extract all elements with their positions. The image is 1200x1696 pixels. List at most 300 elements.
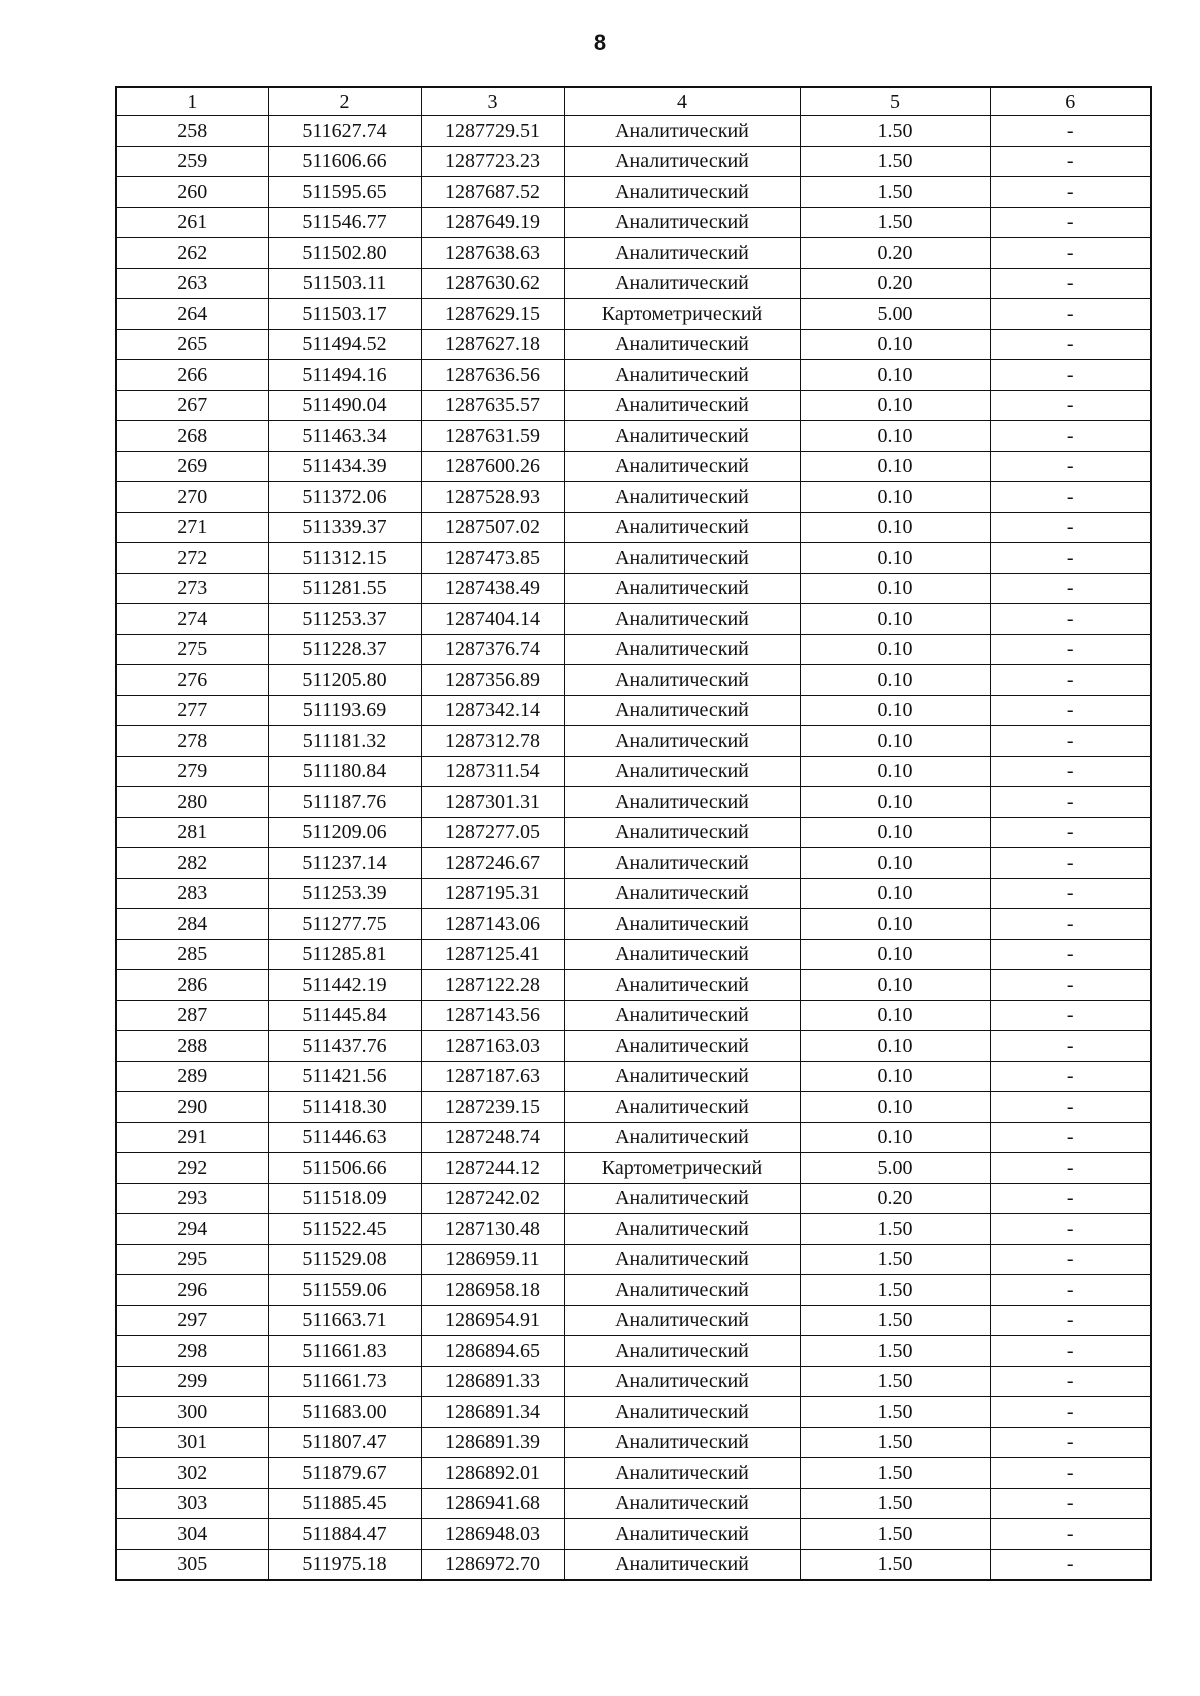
- y-coordinate-cell: 1286972.70: [421, 1549, 564, 1580]
- table-row: [116, 1427, 1151, 1458]
- x-coordinate-cell: 511228.37: [268, 634, 421, 665]
- x-coordinate-cell: 511421.56: [268, 1061, 421, 1092]
- accuracy-cell: 0.10: [800, 909, 990, 940]
- x-coordinate-cell: 511606.66: [268, 146, 421, 177]
- y-coordinate-cell: 1287163.03: [421, 1031, 564, 1062]
- point-number-cell: 265: [116, 329, 268, 360]
- method-cell: Аналитический: [564, 421, 800, 452]
- method-cell: Аналитический: [564, 146, 800, 177]
- note-cell: -: [990, 848, 1151, 879]
- accuracy-cell: 1.50: [800, 1366, 990, 1397]
- x-coordinate-cell: 511277.75: [268, 909, 421, 940]
- x-coordinate-cell: 511661.73: [268, 1366, 421, 1397]
- method-cell: Аналитический: [564, 390, 800, 421]
- y-coordinate-cell: 1287244.12: [421, 1153, 564, 1184]
- point-number-cell: 278: [116, 726, 268, 757]
- point-number-cell: 258: [116, 116, 268, 147]
- y-coordinate-cell: 1287246.67: [421, 848, 564, 879]
- note-cell: -: [990, 695, 1151, 726]
- table-row: [116, 1366, 1151, 1397]
- table-row: [116, 817, 1151, 848]
- accuracy-cell: 0.10: [800, 665, 990, 696]
- y-coordinate-cell: 1287195.31: [421, 878, 564, 909]
- page-number: 8: [593, 30, 607, 55]
- accuracy-cell: 1.50: [800, 116, 990, 147]
- accuracy-cell: 0.10: [800, 1000, 990, 1031]
- x-coordinate-cell: 511490.04: [268, 390, 421, 421]
- method-cell: Аналитический: [564, 1122, 800, 1153]
- table-row: [116, 543, 1151, 574]
- x-coordinate-cell: 511529.08: [268, 1244, 421, 1275]
- table-row: [116, 299, 1151, 330]
- column-header: 1: [116, 87, 268, 116]
- table-row: [116, 238, 1151, 269]
- accuracy-cell: 1.50: [800, 1488, 990, 1519]
- note-cell: -: [990, 573, 1151, 604]
- note-cell: -: [990, 1519, 1151, 1550]
- note-cell: -: [990, 939, 1151, 970]
- y-coordinate-cell: 1287649.19: [421, 207, 564, 238]
- point-number-cell: 259: [116, 146, 268, 177]
- note-cell: -: [990, 970, 1151, 1001]
- x-coordinate-cell: 511372.06: [268, 482, 421, 513]
- y-coordinate-cell: 1287438.49: [421, 573, 564, 604]
- method-cell: Аналитический: [564, 1305, 800, 1336]
- table-row: [116, 268, 1151, 299]
- y-coordinate-cell: 1287600.26: [421, 451, 564, 482]
- point-number-cell: 291: [116, 1122, 268, 1153]
- method-cell: Аналитический: [564, 1275, 800, 1306]
- point-number-cell: 292: [116, 1153, 268, 1184]
- y-coordinate-cell: 1286892.01: [421, 1458, 564, 1489]
- y-coordinate-cell: 1287356.89: [421, 665, 564, 696]
- x-coordinate-cell: 511663.71: [268, 1305, 421, 1336]
- accuracy-cell: 0.10: [800, 573, 990, 604]
- note-cell: -: [990, 1397, 1151, 1428]
- table-row: [116, 756, 1151, 787]
- x-coordinate-cell: 511661.83: [268, 1336, 421, 1367]
- y-coordinate-cell: 1286958.18: [421, 1275, 564, 1306]
- accuracy-cell: 1.50: [800, 1305, 990, 1336]
- table-row: [116, 116, 1151, 147]
- table-row: [116, 1122, 1151, 1153]
- method-cell: Аналитический: [564, 482, 800, 513]
- accuracy-cell: 0.10: [800, 1061, 990, 1092]
- method-cell: Картометрический: [564, 1153, 800, 1184]
- table-header: [116, 87, 1151, 116]
- y-coordinate-cell: 1287311.54: [421, 756, 564, 787]
- note-cell: -: [990, 116, 1151, 147]
- table-row: [116, 1549, 1151, 1580]
- x-coordinate-cell: 511281.55: [268, 573, 421, 604]
- x-coordinate-cell: 511446.63: [268, 1122, 421, 1153]
- y-coordinate-cell: 1286891.33: [421, 1366, 564, 1397]
- note-cell: -: [990, 1275, 1151, 1306]
- y-coordinate-cell: 1287630.62: [421, 268, 564, 299]
- column-header: 2: [268, 87, 421, 116]
- note-cell: -: [990, 1092, 1151, 1123]
- x-coordinate-cell: 511209.06: [268, 817, 421, 848]
- accuracy-cell: 0.10: [800, 604, 990, 635]
- table-row: [116, 695, 1151, 726]
- x-coordinate-cell: 511494.52: [268, 329, 421, 360]
- note-cell: -: [990, 1336, 1151, 1367]
- note-cell: -: [990, 543, 1151, 574]
- y-coordinate-cell: 1287143.06: [421, 909, 564, 940]
- note-cell: -: [990, 1183, 1151, 1214]
- point-number-cell: 294: [116, 1214, 268, 1245]
- note-cell: -: [990, 787, 1151, 818]
- x-coordinate-cell: 511442.19: [268, 970, 421, 1001]
- point-number-cell: 283: [116, 878, 268, 909]
- method-cell: Аналитический: [564, 787, 800, 818]
- note-cell: -: [990, 1244, 1151, 1275]
- method-cell: Аналитический: [564, 1000, 800, 1031]
- note-cell: -: [990, 146, 1151, 177]
- note-cell: -: [990, 1458, 1151, 1489]
- method-cell: Аналитический: [564, 1458, 800, 1489]
- accuracy-cell: 0.10: [800, 360, 990, 391]
- column-header: 3: [421, 87, 564, 116]
- y-coordinate-cell: 1287312.78: [421, 726, 564, 757]
- method-cell: Картометрический: [564, 299, 800, 330]
- accuracy-cell: 1.50: [800, 1519, 990, 1550]
- accuracy-cell: 0.20: [800, 238, 990, 269]
- y-coordinate-cell: 1286948.03: [421, 1519, 564, 1550]
- y-coordinate-cell: 1286959.11: [421, 1244, 564, 1275]
- note-cell: -: [990, 1366, 1151, 1397]
- note-cell: -: [990, 665, 1151, 696]
- method-cell: Аналитический: [564, 665, 800, 696]
- table-row: [116, 787, 1151, 818]
- accuracy-cell: 0.10: [800, 543, 990, 574]
- y-coordinate-cell: 1287507.02: [421, 512, 564, 543]
- point-number-cell: 287: [116, 1000, 268, 1031]
- point-number-cell: 293: [116, 1183, 268, 1214]
- accuracy-cell: 1.50: [800, 1427, 990, 1458]
- note-cell: -: [990, 726, 1151, 757]
- note-cell: -: [990, 1061, 1151, 1092]
- point-number-cell: 262: [116, 238, 268, 269]
- x-coordinate-cell: 511437.76: [268, 1031, 421, 1062]
- point-number-cell: 277: [116, 695, 268, 726]
- x-coordinate-cell: 511253.37: [268, 604, 421, 635]
- point-number-cell: 289: [116, 1061, 268, 1092]
- point-number-cell: 271: [116, 512, 268, 543]
- y-coordinate-cell: 1286954.91: [421, 1305, 564, 1336]
- table-row: [116, 1000, 1151, 1031]
- accuracy-cell: 5.00: [800, 1153, 990, 1184]
- method-cell: Аналитический: [564, 177, 800, 208]
- method-cell: Аналитический: [564, 1549, 800, 1580]
- method-cell: Аналитический: [564, 360, 800, 391]
- note-cell: -: [990, 756, 1151, 787]
- method-cell: Аналитический: [564, 1061, 800, 1092]
- accuracy-cell: 0.10: [800, 878, 990, 909]
- accuracy-cell: 0.10: [800, 817, 990, 848]
- note-cell: -: [990, 329, 1151, 360]
- x-coordinate-cell: 511627.74: [268, 116, 421, 147]
- table-row: [116, 390, 1151, 421]
- table-row: [116, 939, 1151, 970]
- method-cell: Аналитический: [564, 1336, 800, 1367]
- method-cell: Аналитический: [564, 116, 800, 147]
- x-coordinate-cell: 511506.66: [268, 1153, 421, 1184]
- y-coordinate-cell: 1287627.18: [421, 329, 564, 360]
- point-number-cell: 298: [116, 1336, 268, 1367]
- table-row: [116, 665, 1151, 696]
- coordinates-table: [115, 86, 1152, 1581]
- point-number-cell: 267: [116, 390, 268, 421]
- method-cell: Аналитический: [564, 970, 800, 1001]
- point-number-cell: 301: [116, 1427, 268, 1458]
- point-number-cell: 302: [116, 1458, 268, 1489]
- accuracy-cell: 0.10: [800, 329, 990, 360]
- table-row: [116, 512, 1151, 543]
- point-number-cell: 272: [116, 543, 268, 574]
- table-row: [116, 1031, 1151, 1062]
- point-number-cell: 279: [116, 756, 268, 787]
- table-row: [116, 1336, 1151, 1367]
- point-number-cell: 284: [116, 909, 268, 940]
- accuracy-cell: 0.10: [800, 756, 990, 787]
- y-coordinate-cell: 1287631.59: [421, 421, 564, 452]
- note-cell: -: [990, 1153, 1151, 1184]
- accuracy-cell: 0.10: [800, 695, 990, 726]
- table-row: [116, 1458, 1151, 1489]
- x-coordinate-cell: 511502.80: [268, 238, 421, 269]
- note-cell: -: [990, 1427, 1151, 1458]
- x-coordinate-cell: 511180.84: [268, 756, 421, 787]
- x-coordinate-cell: 511181.32: [268, 726, 421, 757]
- table-row: [116, 329, 1151, 360]
- table-row: [116, 604, 1151, 635]
- accuracy-cell: 1.50: [800, 1336, 990, 1367]
- method-cell: Аналитический: [564, 756, 800, 787]
- point-number-cell: 264: [116, 299, 268, 330]
- y-coordinate-cell: 1287473.85: [421, 543, 564, 574]
- accuracy-cell: 1.50: [800, 146, 990, 177]
- table-row: [116, 146, 1151, 177]
- method-cell: Аналитический: [564, 268, 800, 299]
- y-coordinate-cell: 1287301.31: [421, 787, 564, 818]
- method-cell: Аналитический: [564, 726, 800, 757]
- note-cell: -: [990, 268, 1151, 299]
- table-row: [116, 1183, 1151, 1214]
- note-cell: -: [990, 909, 1151, 940]
- table-row: [116, 1397, 1151, 1428]
- table-row: [116, 1305, 1151, 1336]
- note-cell: -: [990, 1549, 1151, 1580]
- x-coordinate-cell: 511885.45: [268, 1488, 421, 1519]
- accuracy-cell: 0.10: [800, 726, 990, 757]
- table-row: [116, 909, 1151, 940]
- x-coordinate-cell: 511879.67: [268, 1458, 421, 1489]
- note-cell: -: [990, 390, 1151, 421]
- column-header: 5: [800, 87, 990, 116]
- y-coordinate-cell: 1287635.57: [421, 390, 564, 421]
- x-coordinate-cell: 511418.30: [268, 1092, 421, 1123]
- x-coordinate-cell: 511503.11: [268, 268, 421, 299]
- table-body: [116, 116, 1151, 1581]
- point-number-cell: 274: [116, 604, 268, 635]
- y-coordinate-cell: 1287143.56: [421, 1000, 564, 1031]
- table-row: [116, 634, 1151, 665]
- point-number-cell: 273: [116, 573, 268, 604]
- y-coordinate-cell: 1286941.68: [421, 1488, 564, 1519]
- note-cell: -: [990, 1031, 1151, 1062]
- note-cell: -: [990, 817, 1151, 848]
- x-coordinate-cell: 511559.06: [268, 1275, 421, 1306]
- table-row: [116, 360, 1151, 391]
- method-cell: Аналитический: [564, 909, 800, 940]
- x-coordinate-cell: 511975.18: [268, 1549, 421, 1580]
- y-coordinate-cell: 1286891.34: [421, 1397, 564, 1428]
- table-row: [116, 878, 1151, 909]
- table-row: [116, 451, 1151, 482]
- accuracy-cell: 0.10: [800, 482, 990, 513]
- accuracy-cell: 1.50: [800, 1549, 990, 1580]
- point-number-cell: 282: [116, 848, 268, 879]
- accuracy-cell: 0.10: [800, 512, 990, 543]
- column-header: 6: [990, 87, 1151, 116]
- y-coordinate-cell: 1287376.74: [421, 634, 564, 665]
- point-number-cell: 268: [116, 421, 268, 452]
- x-coordinate-cell: 511445.84: [268, 1000, 421, 1031]
- y-coordinate-cell: 1287242.02: [421, 1183, 564, 1214]
- y-coordinate-cell: 1287636.56: [421, 360, 564, 391]
- x-coordinate-cell: 511884.47: [268, 1519, 421, 1550]
- method-cell: Аналитический: [564, 512, 800, 543]
- y-coordinate-cell: 1287528.93: [421, 482, 564, 513]
- table-row: [116, 421, 1151, 452]
- y-coordinate-cell: 1287277.05: [421, 817, 564, 848]
- point-number-cell: 275: [116, 634, 268, 665]
- table-row: [116, 177, 1151, 208]
- point-number-cell: 280: [116, 787, 268, 818]
- method-cell: Аналитический: [564, 573, 800, 604]
- point-number-cell: 276: [116, 665, 268, 696]
- table-row: [116, 1244, 1151, 1275]
- accuracy-cell: 0.10: [800, 390, 990, 421]
- method-cell: Аналитический: [564, 1092, 800, 1123]
- accuracy-cell: 0.10: [800, 634, 990, 665]
- table-row: [116, 482, 1151, 513]
- method-cell: Аналитический: [564, 604, 800, 635]
- note-cell: -: [990, 512, 1151, 543]
- x-coordinate-cell: 511237.14: [268, 848, 421, 879]
- table-row: [116, 848, 1151, 879]
- y-coordinate-cell: 1287723.23: [421, 146, 564, 177]
- accuracy-cell: 0.10: [800, 848, 990, 879]
- note-cell: -: [990, 1488, 1151, 1519]
- method-cell: Аналитический: [564, 939, 800, 970]
- table-row: [116, 573, 1151, 604]
- y-coordinate-cell: 1287187.63: [421, 1061, 564, 1092]
- table-row: [116, 1092, 1151, 1123]
- method-cell: Аналитический: [564, 878, 800, 909]
- point-number-cell: 286: [116, 970, 268, 1001]
- accuracy-cell: 1.50: [800, 207, 990, 238]
- note-cell: -: [990, 482, 1151, 513]
- accuracy-cell: 0.10: [800, 421, 990, 452]
- y-coordinate-cell: 1287125.41: [421, 939, 564, 970]
- note-cell: -: [990, 634, 1151, 665]
- header-row: [116, 87, 1151, 116]
- method-cell: Аналитический: [564, 695, 800, 726]
- method-cell: Аналитический: [564, 543, 800, 574]
- method-cell: Аналитический: [564, 1397, 800, 1428]
- note-cell: -: [990, 451, 1151, 482]
- method-cell: Аналитический: [564, 238, 800, 269]
- y-coordinate-cell: 1287248.74: [421, 1122, 564, 1153]
- x-coordinate-cell: 511193.69: [268, 695, 421, 726]
- accuracy-cell: 0.10: [800, 1031, 990, 1062]
- table-row: [116, 207, 1151, 238]
- note-cell: -: [990, 1000, 1151, 1031]
- y-coordinate-cell: 1287239.15: [421, 1092, 564, 1123]
- point-number-cell: 297: [116, 1305, 268, 1336]
- note-cell: -: [990, 878, 1151, 909]
- point-number-cell: 266: [116, 360, 268, 391]
- point-number-cell: 295: [116, 1244, 268, 1275]
- point-number-cell: 303: [116, 1488, 268, 1519]
- table-row: [116, 1488, 1151, 1519]
- point-number-cell: 263: [116, 268, 268, 299]
- accuracy-cell: 0.10: [800, 451, 990, 482]
- note-cell: -: [990, 177, 1151, 208]
- method-cell: Аналитический: [564, 1519, 800, 1550]
- x-coordinate-cell: 511285.81: [268, 939, 421, 970]
- y-coordinate-cell: 1287342.14: [421, 695, 564, 726]
- x-coordinate-cell: 511807.47: [268, 1427, 421, 1458]
- point-number-cell: 260: [116, 177, 268, 208]
- note-cell: -: [990, 360, 1151, 391]
- x-coordinate-cell: 511503.17: [268, 299, 421, 330]
- note-cell: -: [990, 299, 1151, 330]
- table-row: [116, 1275, 1151, 1306]
- table-row: [116, 726, 1151, 757]
- method-cell: Аналитический: [564, 817, 800, 848]
- accuracy-cell: 1.50: [800, 1244, 990, 1275]
- x-coordinate-cell: 511522.45: [268, 1214, 421, 1245]
- note-cell: -: [990, 1214, 1151, 1245]
- method-cell: Аналитический: [564, 1488, 800, 1519]
- point-number-cell: 305: [116, 1549, 268, 1580]
- method-cell: Аналитический: [564, 634, 800, 665]
- y-coordinate-cell: 1286894.65: [421, 1336, 564, 1367]
- point-number-cell: 290: [116, 1092, 268, 1123]
- y-coordinate-cell: 1287122.28: [421, 970, 564, 1001]
- y-coordinate-cell: 1287729.51: [421, 116, 564, 147]
- x-coordinate-cell: 511683.00: [268, 1397, 421, 1428]
- method-cell: Аналитический: [564, 451, 800, 482]
- accuracy-cell: 5.00: [800, 299, 990, 330]
- y-coordinate-cell: 1287130.48: [421, 1214, 564, 1245]
- method-cell: Аналитический: [564, 207, 800, 238]
- accuracy-cell: 1.50: [800, 1458, 990, 1489]
- note-cell: -: [990, 238, 1151, 269]
- table-row: [116, 970, 1151, 1001]
- point-number-cell: 300: [116, 1397, 268, 1428]
- accuracy-cell: 0.10: [800, 1122, 990, 1153]
- x-coordinate-cell: 511434.39: [268, 451, 421, 482]
- y-coordinate-cell: 1287629.15: [421, 299, 564, 330]
- accuracy-cell: 1.50: [800, 1275, 990, 1306]
- method-cell: Аналитический: [564, 1366, 800, 1397]
- accuracy-cell: 1.50: [800, 1397, 990, 1428]
- accuracy-cell: 0.10: [800, 939, 990, 970]
